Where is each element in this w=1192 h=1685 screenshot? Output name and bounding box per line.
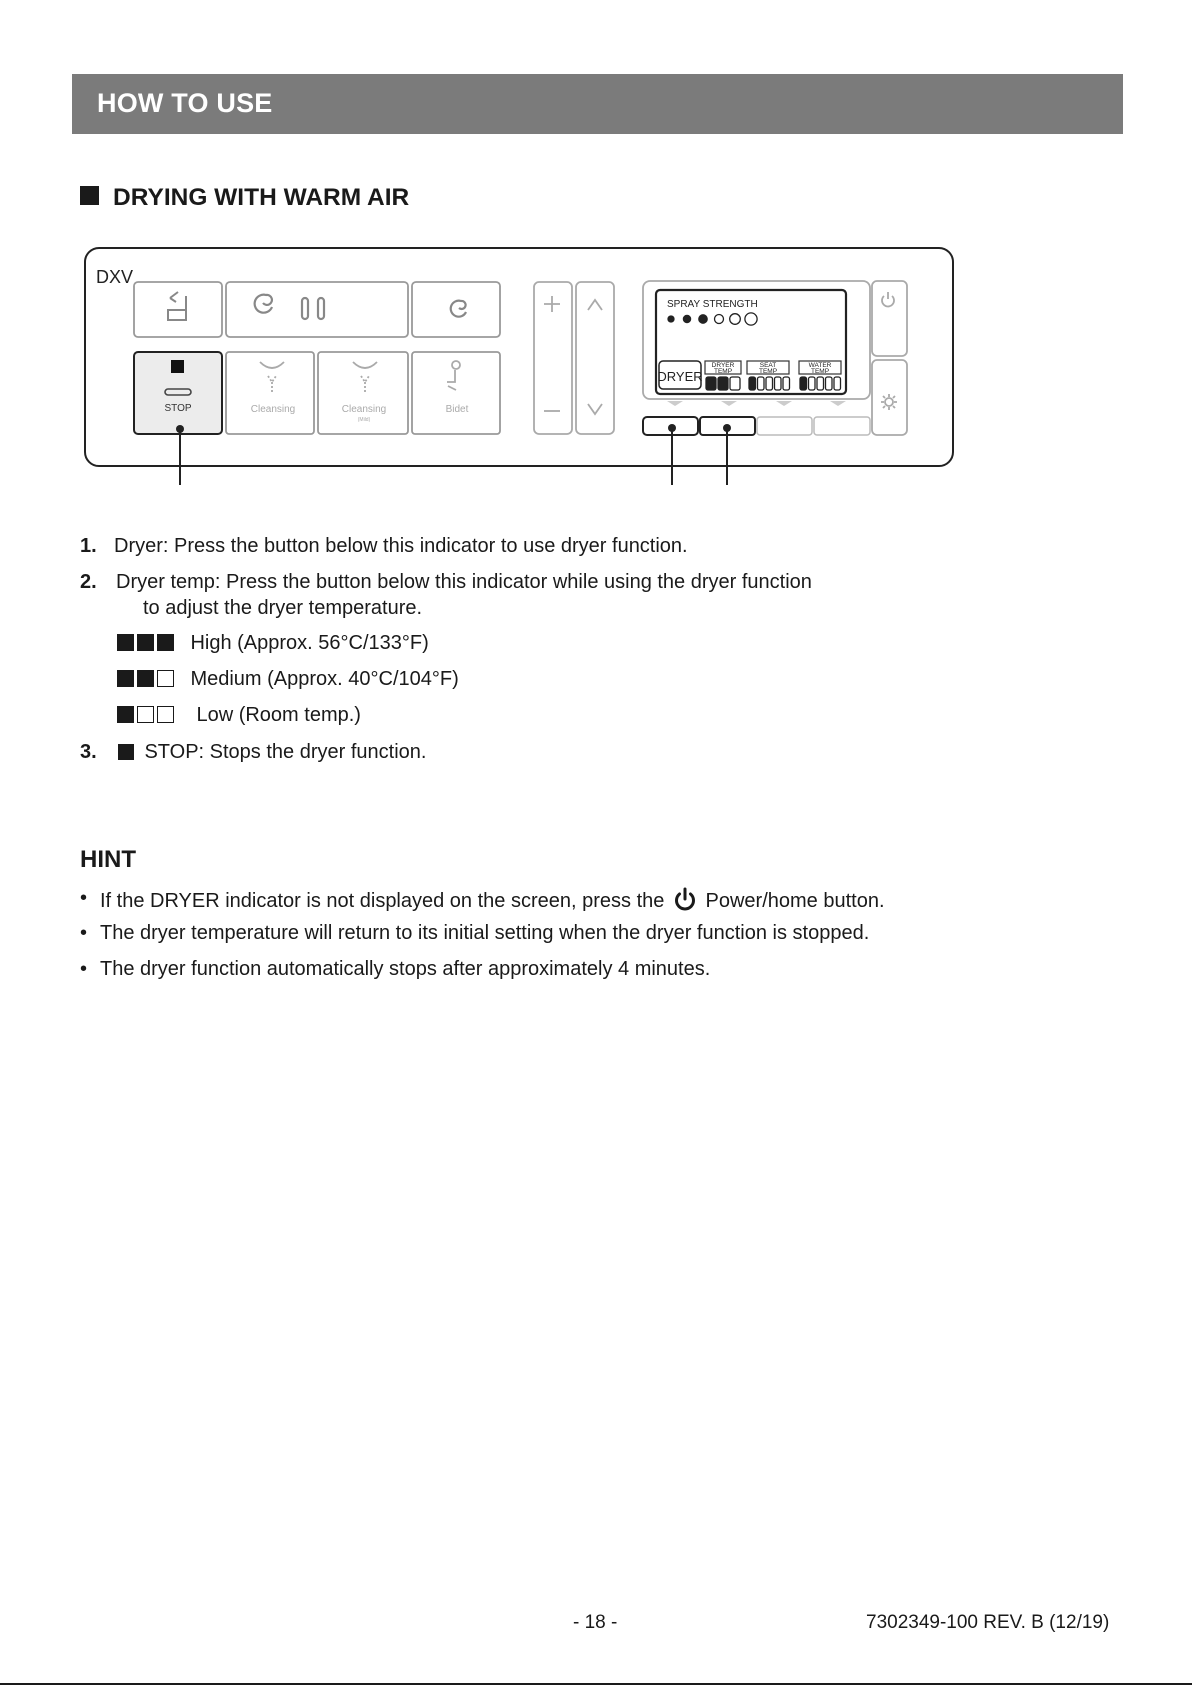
hint-title: HINT [80,846,136,873]
power-icon [672,887,698,913]
cleansing-label: Cleansing [250,404,296,415]
instruction-stop-text: STOP: Stops the dryer function. [144,741,427,763]
spray-dot [699,315,707,323]
instruction-dryer-temp-2: to adjust the dryer temperature. [143,597,423,619]
level-bar [718,377,728,390]
mild-label: (Mild) [357,417,371,423]
water-temp-label-1: WATER [808,362,832,369]
dxv-logo: DXV [96,267,134,287]
instruction-stop [118,741,426,764]
spray-strength-label: SPRAY STRENGTH [667,299,758,310]
section-title: DRYING WITH WARM AIR [113,184,410,211]
massage-button [412,282,500,337]
cleansing-button [226,352,314,434]
level-bar [766,377,773,390]
header-title: HOW TO USE [97,88,273,118]
hint-item-power [100,887,885,913]
cleansing-mild-label: Cleansing [341,404,387,415]
stop-square-icon [171,360,184,373]
item-number: 1. [80,535,97,557]
page-number: - 18 - [573,1612,618,1633]
dryer-temp-label-1: DRYER [711,362,735,369]
level-bar [826,377,833,390]
stop-label: STOP [164,403,192,414]
document-number: 7302349-100 REV. B (12/19) [866,1612,1110,1633]
level-low-text: Low (Room temp.) [196,704,361,726]
water-temp-label-2: TEMP [810,368,830,375]
hint-item-power-text: If the DRYER indicator is not displayed on the screen, press the [100,890,665,912]
level-bar [775,377,782,390]
spray-dot [730,314,741,325]
level-bar [800,377,807,390]
level-bar [758,377,765,390]
up-down-button [576,282,614,434]
instruction-dryer: Dryer: Press the button below this indicator to use dryer function. [114,535,688,557]
dryer-indicator-label: DRYER [657,369,703,384]
level-high-text: High (Approx. 56°C/133°F) [190,632,429,654]
dryer-temp-level [706,377,740,390]
item-number: 2. [80,571,97,593]
power-button [872,281,907,356]
hint-item-power-text-after: Power/home button. [705,890,885,912]
level-bar [817,377,824,390]
seat-temp-softkey [757,417,812,435]
hint-item-temp-reset: The dryer temperature will return to its initial setting when the dryer function is stopped. [100,922,870,944]
water-temp-softkey [814,417,870,435]
level-bar [706,377,716,390]
item-number: 3. [80,741,97,763]
hint-item-auto-stop: The dryer function automatically stops after approximately 4 minutes. [100,958,711,980]
level-high [117,632,429,655]
level-low [117,704,361,727]
bidet-label: Bidet [445,404,469,415]
dryer-temp-label-2: TEMP [713,368,733,375]
spray-dot [683,315,690,322]
spray-dot [715,315,724,324]
seat-temp-label-1: SEAT [759,362,777,369]
level-bar [809,377,816,390]
bidet-button [412,352,500,434]
control-panel-illustration [0,0,1192,500]
level-bar [749,377,756,390]
spray-dot [668,316,674,322]
stop-square-icon [118,744,134,760]
water-temp-level [800,377,841,390]
seat-temp-label-2: TEMP [758,368,778,375]
spray-dot [745,313,757,325]
level-bar [730,377,740,390]
level-bar [783,377,790,390]
instruction-dryer-temp-1: Dryer temp: Press the button below this indicator while using the dryer function [116,571,812,593]
level-medium [117,668,459,691]
seat-temp-level [749,377,790,390]
level-medium-text: Medium (Approx. 40°C/104°F) [190,668,459,690]
level-bar [834,377,841,390]
